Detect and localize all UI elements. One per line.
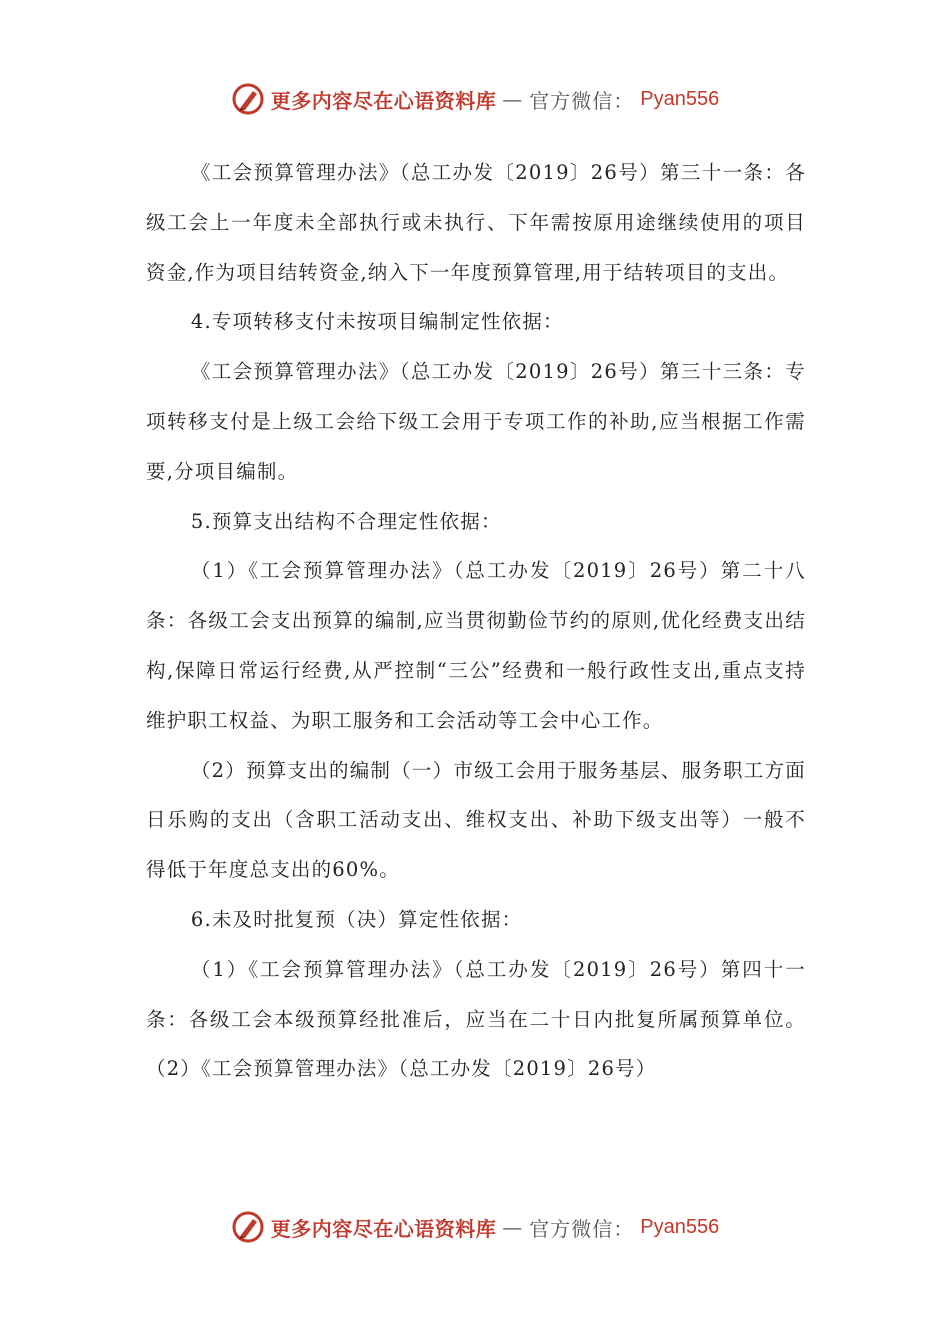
heading-item-6: 6.未及时批复预（决）算定性依据： [190, 907, 523, 931]
header-watermark-banner [0, 82, 950, 116]
paragraph-article-28: （1）《工会预算管理办法》（总工办发〔2019〕26号）第二十八条：各级工会支出预算的编制,应当贯彻勤俭节约的原则,优化经费支出结构,保障日常运行经费,从严控制“三公”经费和一般行政性支出,重点支持维护职工权益、为职工服务和工会活动等工会中心工作。 [146, 559, 806, 732]
paragraph-expenditure-ratio: （2）预算支出的编制（一）市级工会用于服务基层、服务职工方面日乐购的支出（含职工活动支出、维权支出、补助下级支出等）一般不得低于年度总支出的60%。 [146, 758, 806, 882]
banner-brand-text: 更多内容尽在心语资料库 [270, 1216, 497, 1241]
banner-wechat-id: Pyan556 [640, 1215, 720, 1238]
pen-logo-icon [231, 82, 265, 116]
heading-item-4: 4.专项转移支付未按项目编制定性依据： [190, 310, 564, 334]
banner-label: 官方微信： [529, 88, 635, 113]
footer-watermark-banner [0, 1210, 950, 1244]
heading-item-5: 5.预算支出结构不合理定性依据： [190, 509, 502, 533]
document-body [146, 148, 806, 1094]
banner-dash: — [502, 1215, 524, 1239]
banner-dash: — [502, 87, 524, 111]
banner-wechat-id: Pyan556 [640, 87, 720, 110]
banner-label: 官方微信： [529, 1216, 635, 1241]
pen-logo-icon [231, 1210, 265, 1244]
paragraph-article-33: 《工会预算管理办法》（总工办发〔2019〕26号）第三十三条：专项转移支付是上级工会给下级工会用于专项工作的补助,应当根据工作需要,分项目编制。 [146, 360, 806, 483]
paragraph-article-31: 《工会预算管理办法》（总工办发〔2019〕26号）第三十一条：各级工会上一年度未全部执行或未执行、下年需按原用途继续使用的项目资金,作为项目结转资金,纳入下一年度预算管理,用于结转项目的支出。 [146, 161, 806, 284]
paragraph-article-41: （1）《工会预算管理办法》（总工办发〔2019〕26号）第四十一条：各级工会本级预算经批准后，应当在二十日内批复所属预算单位。（2）《工会预算管理办法》（总工办发〔2019〕26号） [146, 957, 806, 1081]
banner-brand-text: 更多内容尽在心语资料库 [270, 88, 497, 113]
